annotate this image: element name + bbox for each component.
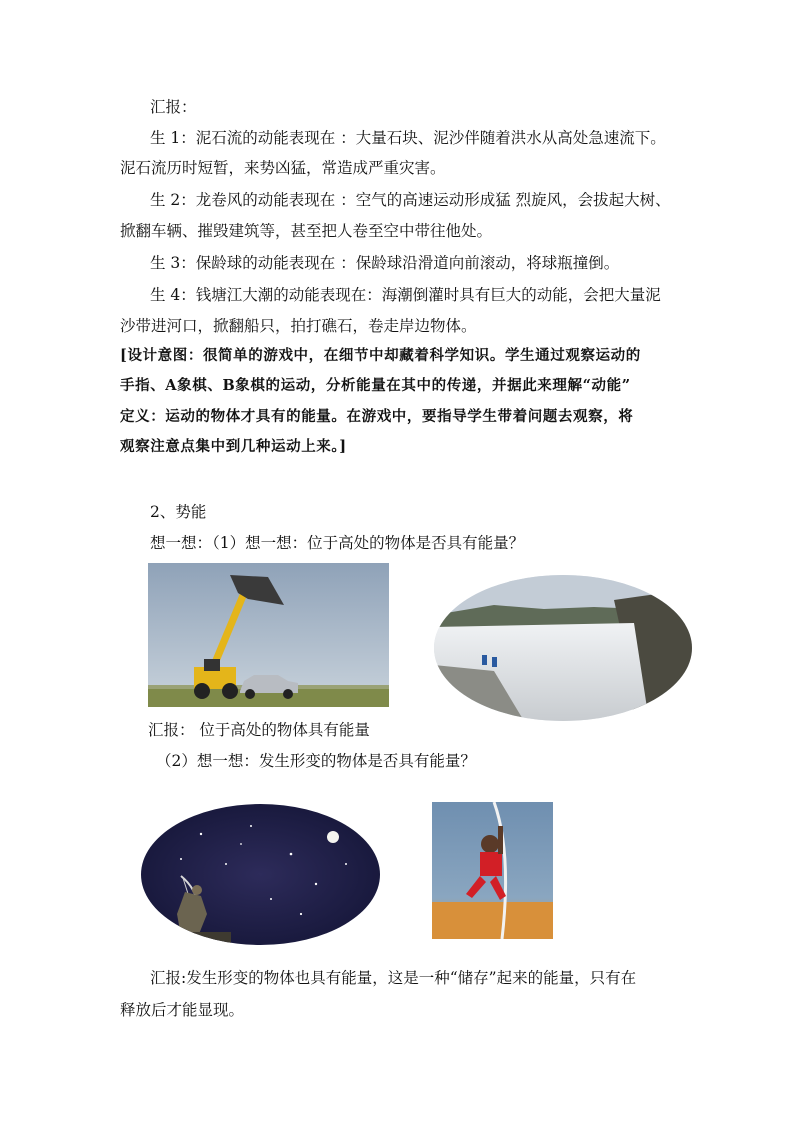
question-2: （2）想一想：发生形变的物体是否具有能量？ — [156, 752, 476, 770]
answer-2-line-1: 生 2：龙卷风的动能表现在 ：空气的高速运动形成猛 烈旋风，会拔起大树、 — [150, 191, 671, 209]
pole-vaulter-image — [432, 802, 553, 939]
answer-1-line-2: 泥石流历时短暂，来势凶猛，常造成严重灾害。 — [120, 159, 446, 177]
telehandler-lifting-car-image — [148, 563, 389, 707]
report-2-line-2: 释放后才能显现。 — [120, 1001, 245, 1019]
design-intent-line-3: 定义：运动的物体才具有的能量。在游戏中，要指导学生带着问题去观察，将 — [120, 408, 634, 425]
question-1: 想一想：（1）想一想：位于高处的物体是否具有能量？ — [150, 534, 525, 552]
report-2-line-1: 汇报:发生形变的物体也具有能量，这是一种“储存”起来的能量，只有在 — [150, 969, 637, 987]
section-title: 2、势能 — [150, 503, 207, 521]
waterfall-image — [434, 575, 692, 721]
report-heading: 汇报： — [150, 98, 197, 116]
answer-2-line-2: 掀翻车辆、摧毁建筑等，甚至把人卷至空中带往他处。 — [120, 222, 493, 240]
design-intent-line-1: [设计意图：很简单的游戏中，在细节中却藏着科学知识。学生通过观察运动的 — [120, 347, 641, 364]
answer-1-line-1: 生 1：泥石流的动能表现在 ：大量石块、泥沙伴随着洪水从高处急速流下。 — [150, 129, 666, 147]
design-intent-line-4: 观察注意点集中到几种运动上来。] — [120, 438, 347, 455]
design-intent-line-2: 手指、A象棋、B象棋的运动，分析能量在其中的传递，并据此来理解“动能” — [120, 377, 631, 394]
answer-3: 生 3：保龄球的动能表现在 ：保龄球沿滑道向前滚动，将球瓶撞倒。 — [150, 254, 620, 272]
answer-4-line-1: 生 4：钱塘江大潮的动能表现在：海潮倒灌时具有巨大的动能，会把大量泥 — [150, 286, 661, 304]
archer-night-sky-image — [141, 804, 380, 945]
answer-4-line-2: 沙带进河口，掀翻船只，拍打礁石，卷走岸边物体。 — [120, 317, 477, 335]
report-1: 汇报： 位于高处的物体具有能量 — [148, 721, 370, 739]
